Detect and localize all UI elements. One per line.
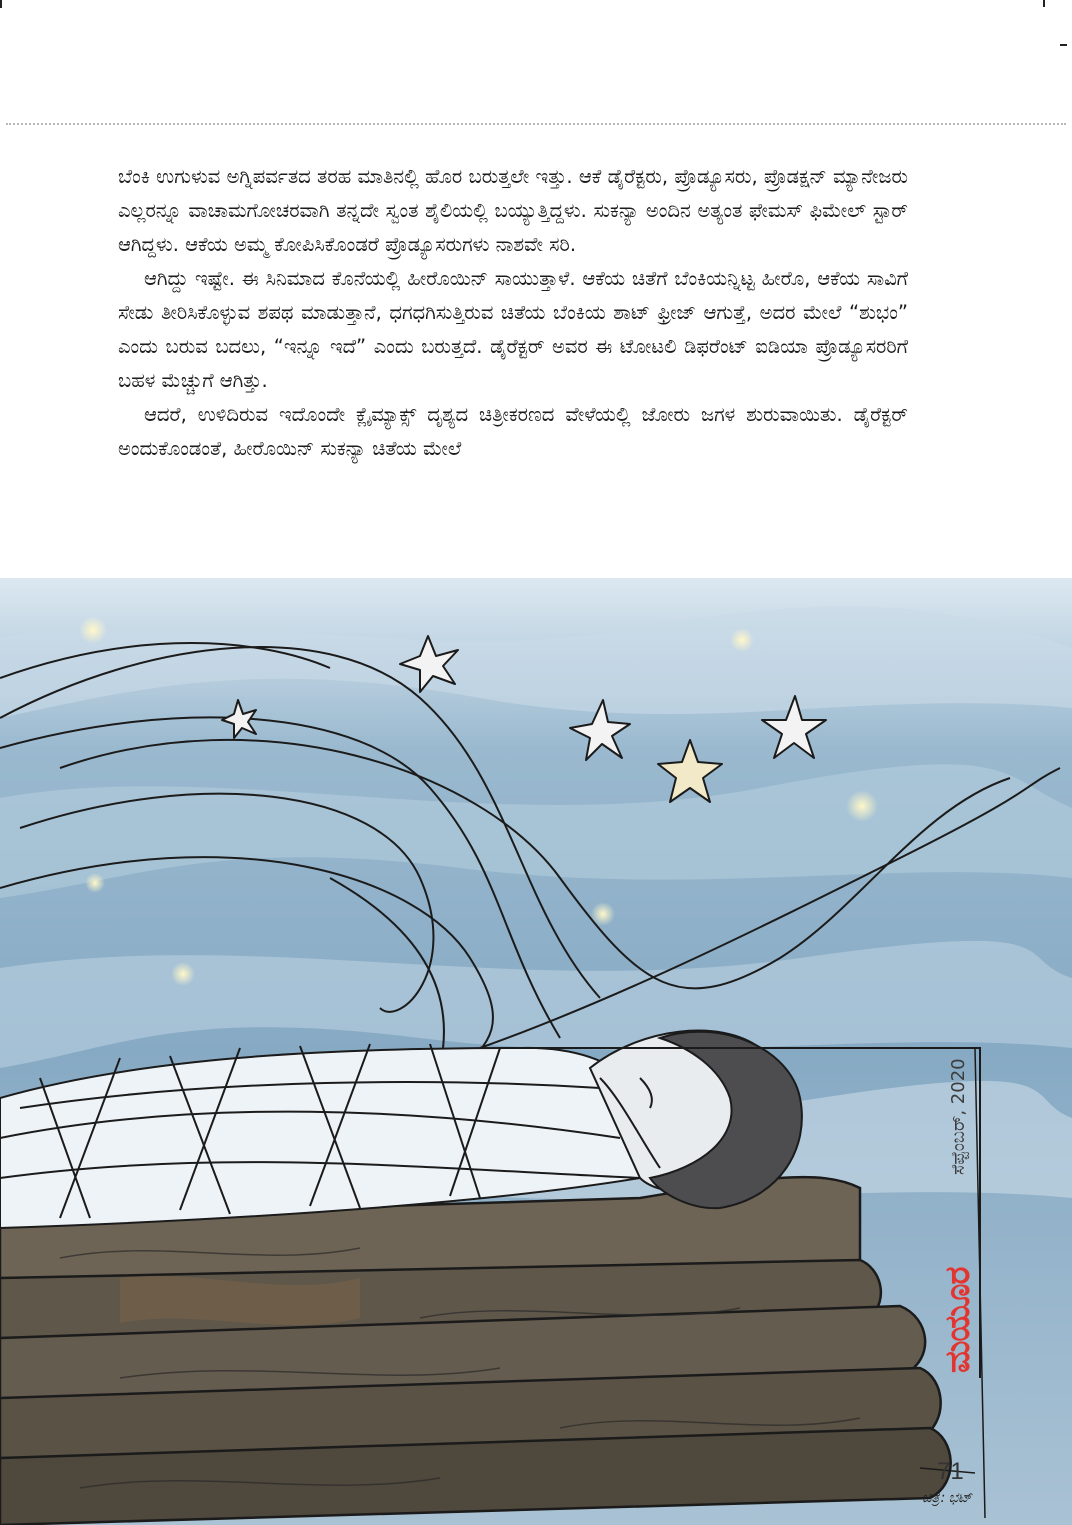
magazine-masthead: ಮಯೂರ (938, 1267, 978, 1373)
paragraph-3: ಆದರೆ, ಉಳಿದಿರುವ ಇದೊಂದೇ ಕ್ಲೈಮ್ಯಾಕ್ಸ್ ದೃಶ್ಯದ ಚಿತ್ರೀಕರಣದ ವೇಳೆಯಲ್ಲಿ ಜೋರು ಜಗಳ ಶುರುವಾಯಿತು. ಡೈರೆಕ್ಟರ್ ಅಂದುಕೊಂಡಂತೆ, ಹೀರೊಯಿನ್ ಸುಕನ್ಯಾ ಚಿತೆಯ ಮೇಲೆ (118, 403, 908, 460)
illustration-credit: ಚಿತ್ರ: ಭಟ್ (921, 1490, 975, 1506)
article-text (118, 160, 908, 466)
issue-date: ಸೆಪ್ಟೆಂಬರ್, 2020 (948, 1058, 969, 1175)
crop-mark-top-left (0, 0, 2, 8)
page-number: 71 (937, 1458, 964, 1485)
dotted-divider (6, 123, 1066, 125)
paragraph-2: ಆಗಿದ್ದು ಇಷ್ಟೇ. ಈ ಸಿನಿಮಾದ ಕೊನೆಯಲ್ಲಿ ಹೀರೊಯಿನ್ ಸಾಯುತ್ತಾಳೆ. ಆಕೆಯ ಚಿತೆಗೆ ಬೆಂಕಿಯನ್ನಿಟ್ಟ ಹೀರೊ, ಆಕೆಯ ಸಾವಿಗೆ ಸೇಡು ತೀರಿಸಿಕೊಳ್ಳುವ ಶಪಥ ಮಾಡುತ್ತಾನೆ, ಧಗಧಗಿಸುತ್ತಿರುವ ಚಿತೆಯ ಬೆಂಕಿಯ ಶಾಟ್ ಫ್ರೀಜ್ ಆಗುತ್ತೆ, ಅದರ ಮೇಲೆ “ಶುಭಂ” ಎಂದು ಬರುವ ಬದಲು, “ಇನ್ನೂ ಇದೆ” ಎಂದು ಬರುತ್ತದೆ. ಡೈರೆಕ್ಟರ್ ಅವರ ಈ ಟೋಟಲಿ ಡಿಫರೆಂಟ್ ಐಡಿಯಾ ಪ್ರೊಡ್ಯೂಸರರಿಗೆ ಬಹಳ ಮೆಚ್ಚುಗೆ ಆಗಿತ್ತು. (118, 267, 908, 392)
illustration (0, 578, 1072, 1525)
crop-mark-top-right (1043, 0, 1045, 7)
crop-mark-right (1060, 44, 1067, 46)
paragraph-1: ಬೆಂಕಿ ಉಗುಳುವ ಅಗ್ನಿಪರ್ವತದ ತರಹ ಮಾತಿನಲ್ಲಿ ಹೊರ ಬರುತ್ತಲೇ ಇತ್ತು. ಆಕೆ ಡೈರೆಕ್ಟರು, ಪ್ರೊಡ್ಯೂಸರು, ಪ್ರೊಡಕ್ಷನ್ ಮ್ಯಾನೇಜರು ಎಲ್ಲರನ್ನೂ ವಾಚಾಮಗೋಚರವಾಗಿ ತನ್ನದೇ ಸ್ವಂತ ಶೈಲಿಯಲ್ಲಿ ಬಯ್ಯುತ್ತಿದ್ದಳು. ಸುಕನ್ಯಾ ಅಂದಿನ ಅತ್ಯಂತ ಫೇಮಸ್ ಫಿಮೇಲ್ ಸ್ಟಾರ್ ಆಗಿದ್ದಳು. ಆಕೆಯ ಅಮ್ಮ ಕೋಪಿಸಿಕೊಂಡರೆ ಪ್ರೊಡ್ಯೂಸರುಗಳು ನಾಶವೇ ಸರಿ. (118, 165, 908, 256)
illustration-artwork (0, 578, 1072, 1525)
